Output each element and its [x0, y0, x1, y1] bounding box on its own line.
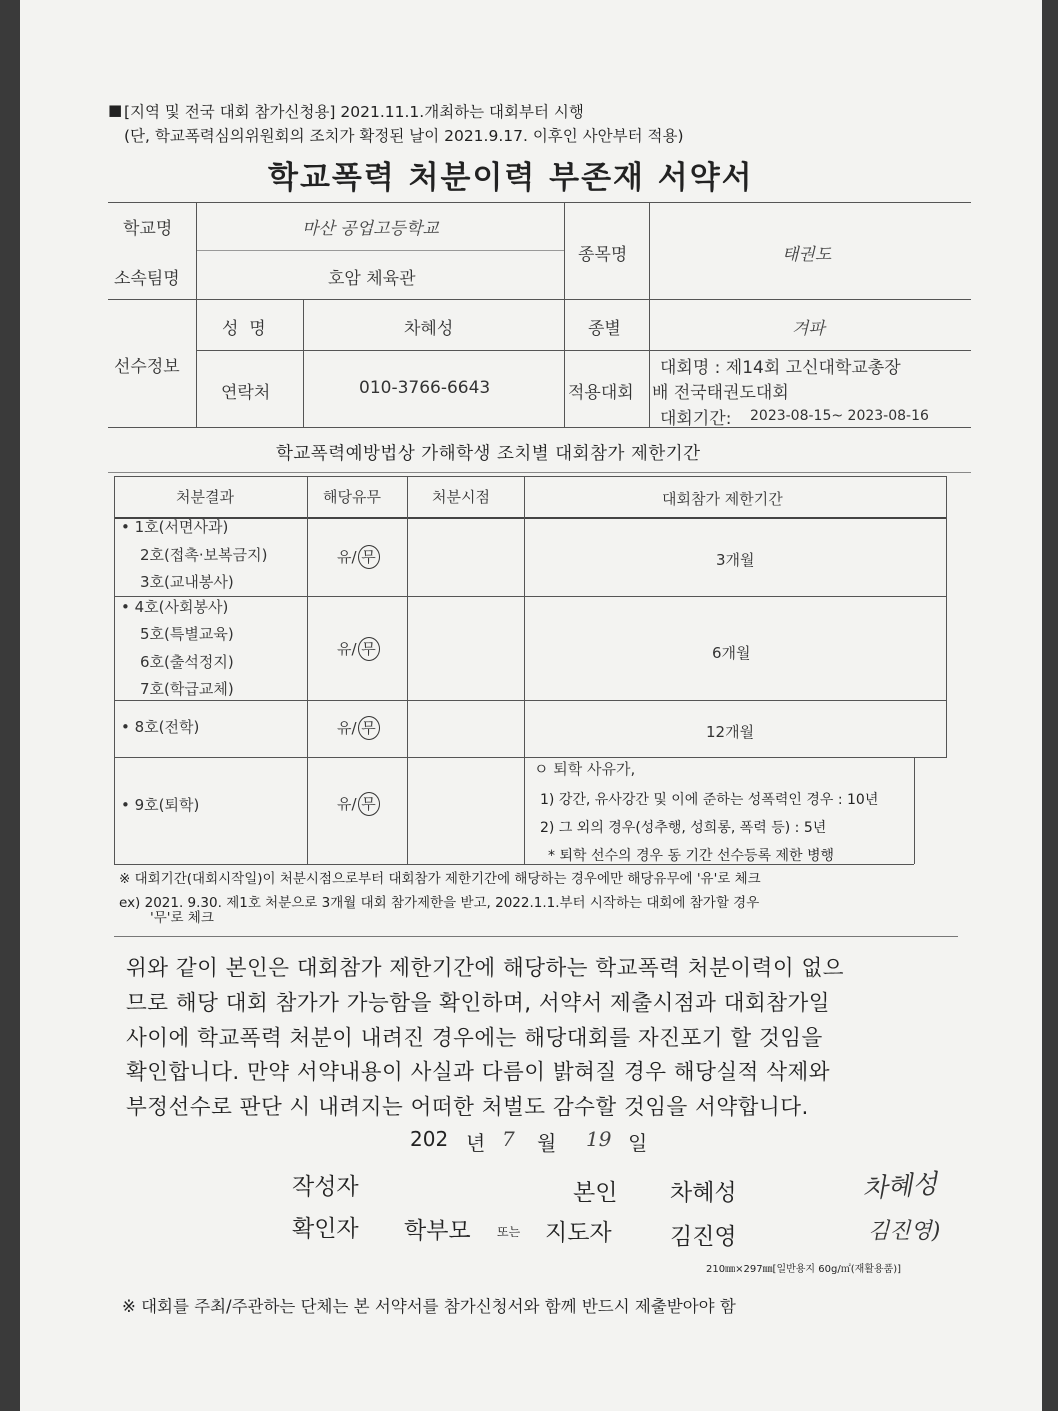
parent-label: 학부모 — [404, 1218, 471, 1244]
date-day-unit: 일 — [628, 1131, 648, 1155]
applicable-check: 유/ 무 — [337, 637, 380, 661]
player-info-label: 선수정보 — [114, 357, 180, 377]
name-value: 차혜성 — [404, 319, 454, 339]
sanction-item: • 9호(퇴학) — [121, 796, 200, 814]
sanction-item: 5호(특별교육) — [140, 625, 234, 643]
sanction-item: 7호(학급교체) — [140, 680, 234, 698]
date-month-unit: 월 — [537, 1131, 557, 1155]
or-label: 또는 — [497, 1225, 521, 1239]
expulsion-note: ㅇ 퇴학 사유가, — [534, 760, 636, 778]
date-day: 19 — [586, 1127, 612, 1151]
period-label: 대회기간: — [660, 409, 732, 429]
writer-name: 차혜성 — [670, 1180, 737, 1206]
team-label: 소속팀명 — [114, 269, 180, 289]
selected-no-circle: 무 — [358, 637, 380, 661]
note-2: ex) 2021. 9.30. 제1호 처분으로 3개월 대회 참가제한을 받고, 2022.1.1.부터 시작하는 대회에 참가할 경우 — [119, 895, 760, 911]
date-year-unit: 년 — [466, 1131, 486, 1155]
applicable-check: 유/ 무 — [337, 792, 380, 816]
team-value: 호암 체육관 — [328, 269, 416, 289]
note-3: '무'로 체크 — [150, 910, 214, 926]
expulsion-note: * 퇴학 선수의 경우 동 기간 선수등록 제한 병행 — [548, 848, 835, 864]
restriction-period: 6개월 — [712, 644, 751, 662]
header-line-1: [지역 및 전국 대회 참가신청용] 2021.11.1.개최하는 대회부터 시행 — [124, 103, 584, 121]
selected-no-circle: 무 — [358, 792, 380, 816]
confirm-label: 확인자 — [292, 1216, 359, 1242]
apply-label: 적용대회 — [568, 383, 634, 403]
date-year: 202 — [410, 1127, 449, 1151]
coach-label: 지도자 — [545, 1220, 612, 1246]
type-value: 겨파 — [792, 319, 825, 339]
applicable-check: 유/ 무 — [337, 545, 380, 569]
pledge-line: 부정선수로 판단 시 내려지는 어떠한 처벌도 감수할 것임을 서약합니다. — [126, 1095, 809, 1120]
applicable-check: 유/ 무 — [337, 716, 380, 740]
tournament-name-line-1: 대회명 : 제14회 고신대학교총장 — [660, 358, 901, 378]
sanction-item: • 1호(서면사과) — [121, 518, 229, 536]
school-label: 학교명 — [123, 219, 173, 239]
pledge-line: 사이에 학교폭력 처분이 내려진 경우에는 해당대회를 자진포기 할 것임을 — [126, 1026, 823, 1051]
header-line-2: (단, 학교폭력심의위원회의 조치가 확정된 날이 2021.9.17. 이후인 사안부터 적용) — [124, 127, 684, 145]
sanction-item: 6호(출석정지) — [140, 653, 234, 671]
sanction-item: • 4호(사회봉사) — [121, 598, 229, 616]
section-title: 학교폭력예방법상 가해학생 조치별 대회참가 제한기간 — [276, 444, 701, 464]
pledge-line: 위와 같이 본인은 대회참가 제한기간에 해당하는 학교폭력 처분이력이 없으 — [126, 956, 845, 981]
type-label: 종별 — [588, 319, 621, 339]
sanction-item: 3호(교내봉사) — [140, 573, 234, 591]
confirm-name: 김진영 — [670, 1224, 737, 1250]
sanction-item: • 8호(전학) — [121, 718, 200, 736]
document-title: 학교폭력 처분이력 부존재 서약서 — [268, 160, 754, 196]
event-value: 태권도 — [782, 245, 832, 265]
writer-signature: 차혜성 — [861, 1169, 939, 1205]
pledge-line: 므로 해당 대회 참가가 가능함을 확인하며, 서약서 제출시점과 대회참가일 — [126, 991, 831, 1016]
expulsion-note: 2) 그 외의 경우(성추행, 성희롱, 폭력 등) : 5년 — [540, 820, 827, 836]
name-label: 성 명 — [222, 319, 266, 339]
col-header-period: 대회참가 제한기간 — [662, 490, 783, 508]
event-label: 종목명 — [578, 245, 628, 265]
writer-label: 작성자 — [292, 1174, 359, 1200]
selected-no-circle: 무 — [358, 545, 380, 569]
pledge-line: 확인합니다. 만약 서약내용이 사실과 다름이 밝혀질 경우 해당실적 삭제와 — [126, 1060, 831, 1085]
selected-no-circle: 무 — [358, 716, 380, 740]
contact-label: 연락처 — [221, 383, 271, 403]
sanction-item: 2호(접촉·보복금지) — [140, 546, 268, 564]
confirm-signature: 김진영) — [868, 1219, 941, 1244]
tournament-name-line-2: 배 전국태권도대회 — [652, 383, 789, 403]
col-header-result: 처분결과 — [176, 488, 234, 506]
note-1: ※ 대회기간(대회시작일)이 처분시점으로부터 대회참가 제한기간에 해당하는 경우에만 해당유무에 '유'로 체크 — [119, 871, 761, 887]
paper-spec: 210㎜×297㎜[일반용지 60g/㎡(재활용품)] — [706, 1264, 902, 1275]
footer-note: ※ 대회를 주최/주관하는 단체는 본 서약서를 참가신청서와 함께 반드시 제출받아야 함 — [122, 1297, 736, 1316]
school-value: 마산 공업고등학교 — [302, 219, 439, 239]
expulsion-note: 1) 강간, 유사강간 및 이에 준하는 성폭력인 경우 : 10년 — [540, 792, 879, 808]
date-month: 7 — [502, 1127, 515, 1151]
period-value: 2023-08-15~ 2023-08-16 — [750, 408, 929, 424]
restriction-period: 3개월 — [716, 551, 755, 569]
header-marker: ■ — [108, 101, 123, 119]
col-header-time: 처분시점 — [432, 488, 490, 506]
col-header-applicable: 해당유무 — [323, 488, 381, 506]
contact-value: 010-3766-6643 — [359, 378, 491, 398]
self-label: 본인 — [573, 1180, 618, 1206]
restriction-period: 12개월 — [706, 723, 755, 741]
